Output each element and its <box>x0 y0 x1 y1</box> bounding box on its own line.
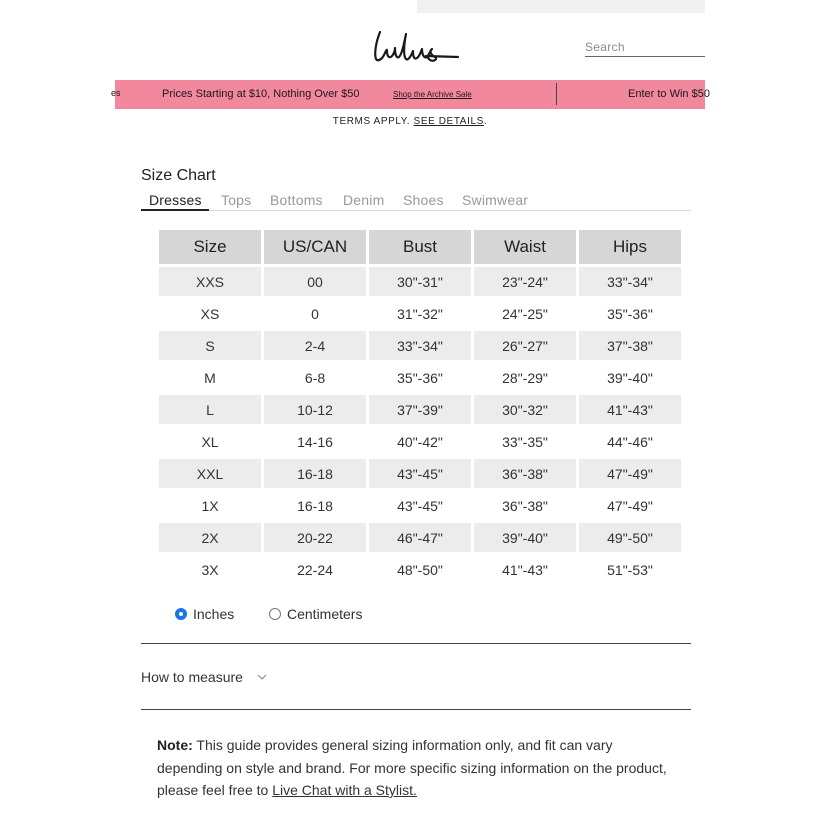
table-cell: 3X <box>201 561 219 578</box>
table-cell: 35"-36" <box>607 305 653 322</box>
table-cell: 37"-38" <box>579 331 681 360</box>
table-cell: 30"-32" <box>474 395 576 424</box>
search-input[interactable]: Search <box>585 40 625 54</box>
tab-dresses[interactable]: Dresses <box>141 192 209 211</box>
table-cell: 35"-36" <box>397 369 443 386</box>
tab-denim[interactable]: Denim <box>343 192 385 208</box>
table-cell: 49"-50" <box>579 523 681 552</box>
table-row <box>159 427 681 456</box>
promo-message: Prices Starting at $10, Nothing Over $50 <box>162 88 360 100</box>
table-cell: 36"-38" <box>502 497 548 514</box>
table-cell: 40"-42" <box>397 433 443 450</box>
section-divider <box>141 643 691 644</box>
table-cell: 22-24 <box>297 561 333 578</box>
table-cell: M <box>204 369 216 386</box>
table-cell: 20-22 <box>264 523 366 552</box>
table-cell: 43"-45" <box>369 459 471 488</box>
table-cell: 51"-53" <box>607 561 653 578</box>
unit-option-centimeters[interactable] <box>269 606 362 622</box>
table-row <box>159 299 681 328</box>
table-cell: 00 <box>264 267 366 296</box>
table-row <box>159 555 681 584</box>
table-cell: 33"-34" <box>369 331 471 360</box>
table-row <box>159 363 681 392</box>
size-chart-tabs <box>141 191 691 211</box>
table-cell: 48"-50" <box>397 561 443 578</box>
table-cell: XXL <box>159 459 261 488</box>
table-cell: 24"-25" <box>502 305 548 322</box>
terms-text: TERMS APPLY. <box>332 116 411 127</box>
terms-trailing: . <box>483 116 488 127</box>
size-chart-title: Size Chart <box>141 167 216 184</box>
table-cell: S <box>159 331 261 360</box>
table-cell: 46"-47" <box>369 523 471 552</box>
table-cell: 47"-49" <box>607 497 653 514</box>
note-prefix: Note: <box>157 737 193 753</box>
tab-bottoms[interactable]: Bottoms <box>270 192 323 208</box>
column-header-bust: Bust <box>369 230 471 264</box>
top-bar <box>417 0 705 13</box>
table-cell: 39"-40" <box>607 369 653 386</box>
tab-swimwear[interactable]: Swimwear <box>462 192 529 208</box>
terms-line <box>0 116 820 127</box>
shop-archive-sale-link[interactable]: Shop the Archive Sale <box>393 90 472 99</box>
table-cell: 28"-29" <box>502 369 548 386</box>
table-row <box>159 523 681 552</box>
live-chat-link[interactable]: Live Chat with a Stylist. <box>272 782 417 798</box>
section-divider <box>141 709 691 710</box>
table-cell: 23"-24" <box>474 267 576 296</box>
search-underline <box>585 56 705 57</box>
table-cell: 10-12 <box>264 395 366 424</box>
column-header-size: Size <box>159 230 261 264</box>
table-cell: 2-4 <box>264 331 366 360</box>
table-cell: 33"-35" <box>502 433 548 450</box>
table-cell: 1X <box>201 497 219 514</box>
unit-option-inches[interactable] <box>175 606 234 622</box>
see-details-link[interactable]: SEE DETAILS <box>413 116 484 127</box>
table-cell: 36"-38" <box>474 459 576 488</box>
table-cell: 16-18 <box>297 497 333 514</box>
promo-message-right[interactable]: Enter to Win $50 <box>628 88 710 100</box>
table-cell: XS <box>200 305 220 322</box>
table-cell: XL <box>201 433 219 450</box>
note-body: This guide provides general sizing information only, and fit can vary depending on style and brand. For more specific sizing information on the product, please feel free to <box>157 737 667 798</box>
table-cell: 33"-34" <box>579 267 681 296</box>
chevron-down-icon <box>257 672 267 682</box>
tab-tops[interactable]: Tops <box>221 192 252 208</box>
table-cell: 44"-46" <box>607 433 653 450</box>
column-header-us-can: US/CAN <box>264 230 366 264</box>
centimeters-label: Centimeters <box>287 606 363 622</box>
table-header-row <box>159 230 681 264</box>
tab-shoes[interactable]: Shoes <box>403 192 444 208</box>
table-cell: 41"-43" <box>579 395 681 424</box>
table-cell: 16-18 <box>264 459 366 488</box>
promo-divider <box>556 83 557 105</box>
column-header-hips: Hips <box>579 230 681 264</box>
promo-fragment-left: es <box>111 88 121 98</box>
sizing-note <box>157 734 677 802</box>
table-row <box>159 491 681 520</box>
how-to-measure-toggle[interactable] <box>141 669 267 685</box>
table-cell: 37"-39" <box>369 395 471 424</box>
column-header-waist: Waist <box>474 230 576 264</box>
table-row <box>159 395 681 424</box>
table-cell: 2X <box>159 523 261 552</box>
table-row <box>159 459 681 488</box>
table-cell: 6-8 <box>304 369 326 386</box>
table-cell: XXS <box>159 267 261 296</box>
table-cell: 0 <box>311 305 319 322</box>
table-cell: 43"-45" <box>397 497 443 514</box>
inches-label: Inches <box>193 606 235 622</box>
table-row <box>159 267 681 296</box>
table-cell: 26"-27" <box>474 331 576 360</box>
size-table <box>156 227 684 587</box>
table-cell: 31"-32" <box>397 305 443 322</box>
inches-radio[interactable] <box>175 608 187 620</box>
table-cell: 41"-43" <box>502 561 548 578</box>
table-cell: 14-16 <box>297 433 333 450</box>
table-cell: 47"-49" <box>579 459 681 488</box>
promo-banner <box>111 80 710 109</box>
lulus-logo[interactable] <box>366 26 462 66</box>
centimeters-radio[interactable] <box>269 608 281 620</box>
table-row <box>159 331 681 360</box>
table-cell: 39"-40" <box>474 523 576 552</box>
how-to-measure-label: How to measure <box>141 669 243 685</box>
table-cell: L <box>159 395 261 424</box>
table-cell: 30"-31" <box>369 267 471 296</box>
